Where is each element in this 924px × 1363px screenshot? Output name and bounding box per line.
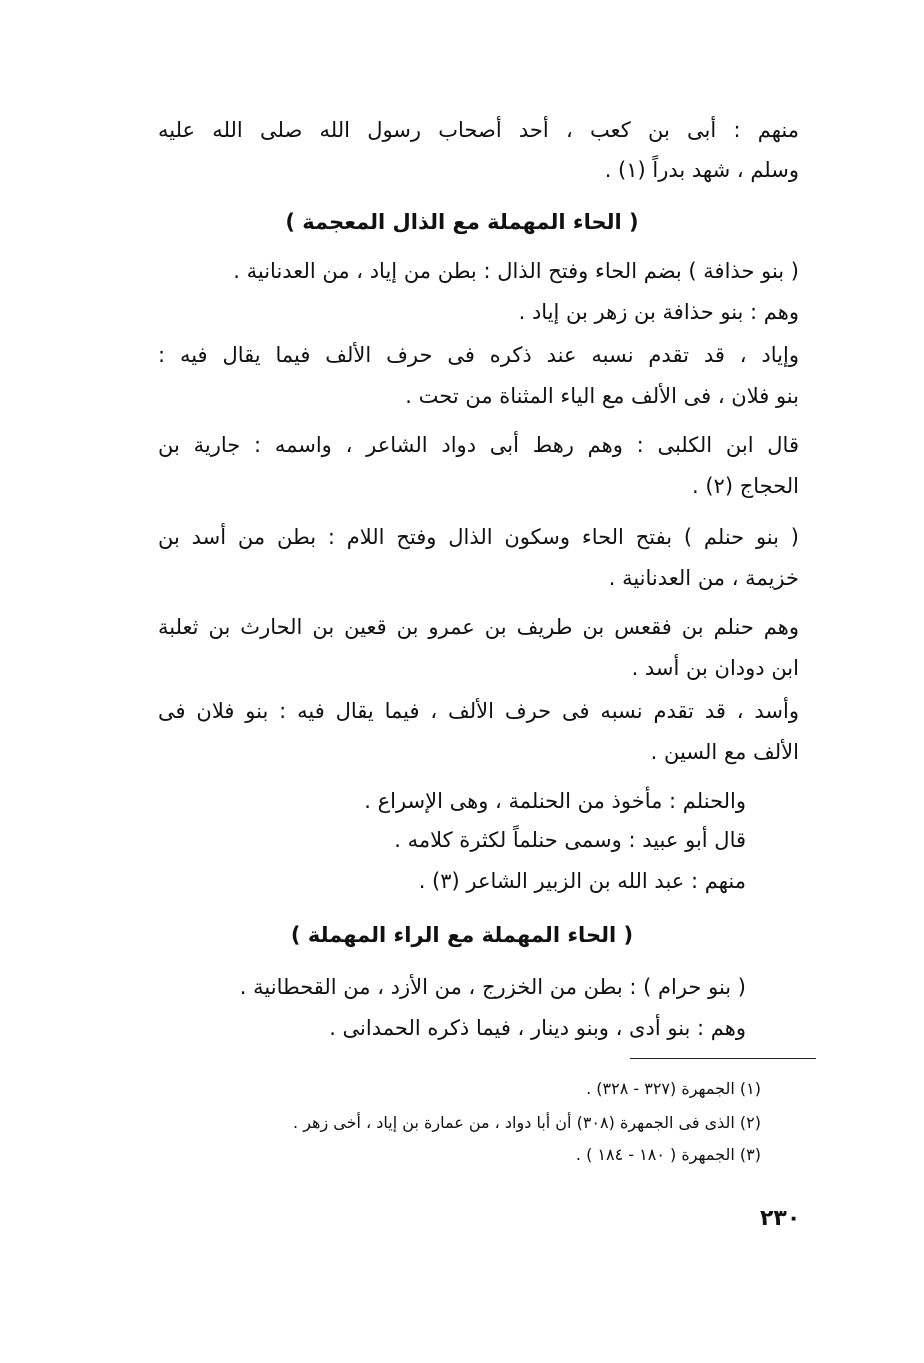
page-number: ٢٣٠	[760, 1206, 801, 1231]
text-line: وهم : بنو أدى ، وبنو دينار ، فيما ذكره الحمدانى .	[329, 1016, 746, 1040]
text-line: وأسد ، قد تقدم نسبه فى حرف الألف ، فيما يقال فيه : بنو فلان فى	[158, 699, 799, 723]
text-line: وسلم ، شهد بدراً (١) .	[604, 158, 799, 182]
text-line: وإياد ، قد تقدم نسبه عند ذكره فى حرف الألف فيما يقال فيه :	[158, 343, 799, 367]
footnote: (١) الجمهرة (٣٢٧ - ٣٢٨) .	[586, 1079, 761, 1098]
text-line: ( بنو حنلم ) بفتح الحاء وسكون الذال وفتح اللام : بطن من أسد بن	[158, 525, 799, 549]
text-line: بنو فلان ، فى الألف مع الياء المثناة من تحت .	[405, 384, 799, 408]
text-line: قال أبو عبيد : وسمى حنلماً لكثرة كلامه .	[394, 828, 746, 852]
text-line: وهم : بنو حذافة بن زهر بن إياد .	[518, 300, 799, 324]
section-heading: ( الحاء المهملة مع الذال المعجمة )	[285, 210, 639, 234]
text-line: ( بنو حذافة ) بضم الحاء وفتح الذال : بطن من إياد ، من العدنانية .	[233, 259, 799, 283]
text-line: الحجاج (٢) .	[692, 474, 799, 498]
section-heading: ( الحاء المهملة مع الراء المهملة )	[290, 923, 634, 947]
text-line: ( بنو حرام ) : بطن من الخزرج ، من الأزد ، من القحطانية .	[239, 975, 746, 999]
footnote: (٣) الجمهرة ( ١٨٠ - ١٨٤ ) .	[575, 1145, 761, 1164]
text-line: قال ابن الكلبى : وهم رهط أبى دواد الشاعر ، واسمه : جارية بن	[158, 433, 799, 457]
text-line: وهم حنلم بن فقعس بن طريف بن عمرو بن قعين بن الحارث بن ثعلبة	[158, 615, 799, 639]
text-line: منهم : أبى بن كعب ، أحد أصحاب رسول الله صلى الله عليه	[158, 118, 799, 142]
footnote-divider	[630, 1058, 816, 1059]
footnote: (٢) الذى فى الجمهرة (٣٠٨) أن أبا دواد ، من عمارة بن إياد ، أخى زهر .	[293, 1113, 761, 1132]
text-line: والحنلم : مأخوذ من الحنلمة ، وهى الإسراع .	[364, 789, 746, 813]
text-line: ابن دودان بن أسد .	[631, 656, 799, 680]
text-line: منهم : عبد الله بن الزبير الشاعر (٣) .	[418, 869, 746, 893]
text-line: الألف مع السين .	[650, 740, 799, 764]
text-line: خزيمة ، من العدنانية .	[608, 566, 799, 590]
